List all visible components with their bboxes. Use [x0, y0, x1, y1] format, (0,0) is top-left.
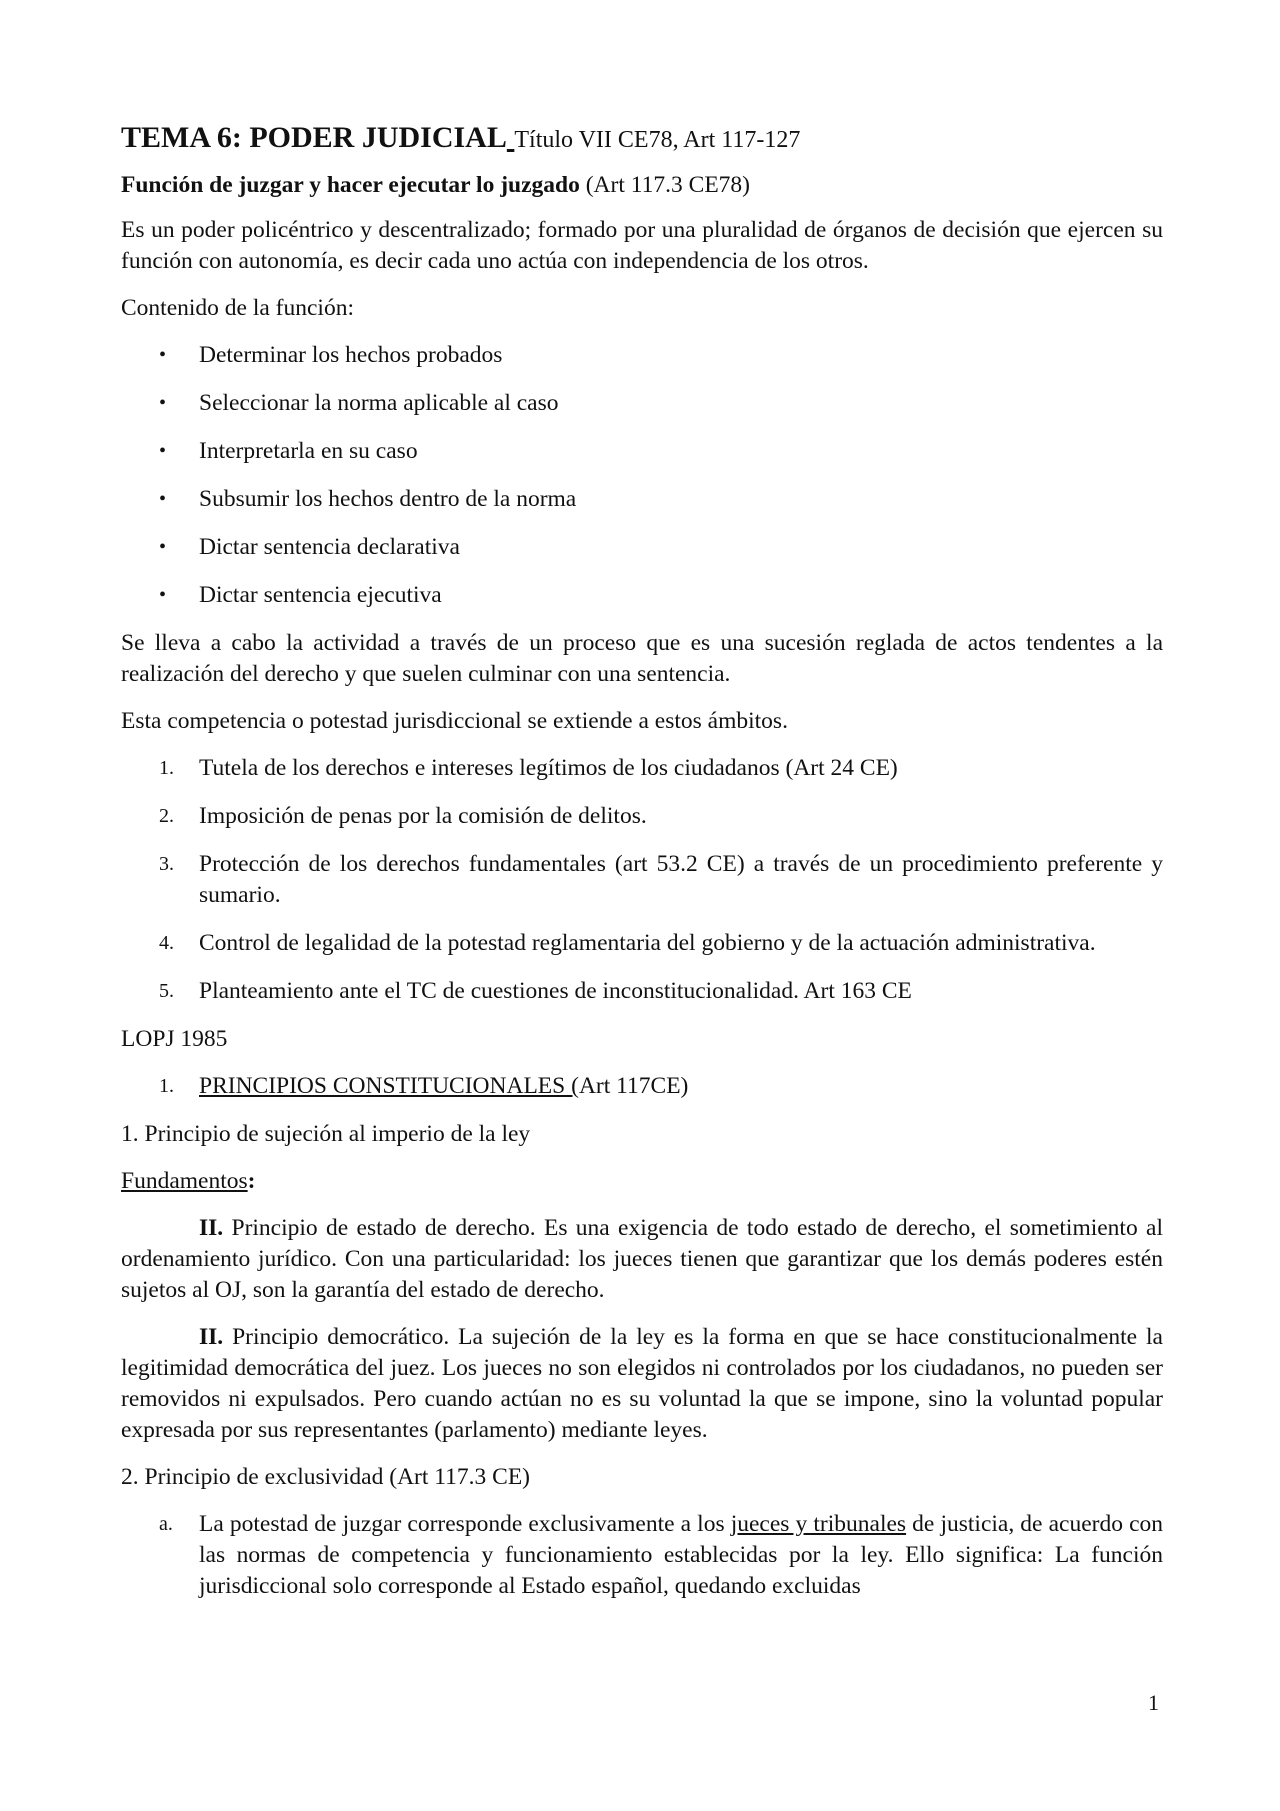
list-item-text: Interpretarla en su caso — [199, 438, 418, 464]
list-item-text: Control de legalidad de la potestad reglamentaria del gobierno y de la actuación administrativa. — [199, 930, 1096, 956]
title-main: TEMA 6: PODER JUDICIAL — [121, 121, 507, 154]
exclusividad-heading: 2. Principio de exclusividad (Art 117.3 CE) — [121, 1464, 531, 1490]
subheading-reference: (Art 117.3 CE78) — [579, 172, 750, 198]
page-number: 1 — [1148, 1690, 1159, 1715]
list-item-text: Seleccionar la norma aplicable al caso — [199, 390, 559, 416]
list-number: 3. — [159, 853, 174, 875]
intro-paragraph: Es un poder policéntrico y descentralizado; formado por una pluralidad de órganos de decisión que ejercen su función con autonomía, es decir cada uno actúa con independencia de los otros. — [121, 217, 1163, 274]
principios-list — [121, 1071, 1163, 1102]
bullet-icon: • — [159, 584, 167, 606]
list-item-text-before: La potestad de juzgar corresponde exclusivamente a los — [199, 1511, 731, 1537]
ambitos-label: Esta competencia o potestad jurisdiccional se extiende a estos ámbitos. — [121, 708, 788, 734]
fundamento-estado-derecho — [121, 1213, 1163, 1306]
contenido-bullet-list — [121, 340, 1163, 611]
fundamento-democratico — [121, 1322, 1163, 1446]
list-item — [121, 1509, 1163, 1602]
list-item-text: Subsumir los hechos dentro de la norma — [199, 486, 577, 512]
document-page — [121, 120, 1163, 1619]
list-letter: a. — [159, 1513, 173, 1535]
bullet-icon: • — [159, 536, 167, 558]
fundamentos-colon: : — [247, 1168, 256, 1194]
list-item-text: Determinar los hechos probados — [199, 342, 503, 368]
exclusividad-list — [121, 1509, 1163, 1602]
bullet-icon: • — [159, 392, 167, 414]
principios-heading: PRINCIPIOS CONSTITUCIONALES ( — [199, 1073, 579, 1099]
proceso-paragraph: Se lleva a cabo la actividad a través de un proceso que es una sucesión reglada de actos tendentes a la realización del derecho y que suelen culminar con una sentencia. — [121, 630, 1163, 687]
list-item — [121, 753, 1163, 784]
list-item-text: Planteamiento ante el TC de cuestiones de inconstitucionalidad. Art 163 CE — [199, 978, 912, 1004]
list-item — [121, 388, 1163, 419]
lopj-label: LOPJ 1985 — [121, 1026, 228, 1052]
list-item — [121, 976, 1163, 1007]
list-item — [121, 532, 1163, 563]
list-item-text-after: de justicia, de acuerdo con las normas de competencia y funcionamiento establecidas por la ley. Ello significa: La función jurisdiccional solo corresponde al Estado español, quedando excluidas — [199, 1511, 1163, 1599]
principios-reference: Art 117CE) — [578, 1073, 689, 1099]
ambitos-numbered-list — [121, 753, 1163, 1007]
list-item — [121, 436, 1163, 467]
list-item — [121, 340, 1163, 371]
fundamento-text: Principio de estado de derecho. Es una exigencia de todo estado de derecho, el sometimiento al ordenamiento jurídico. Con una particularidad: los jueces tienen que garantizar que los demás poderes estén sujetos al OJ, son la garantía del estado de derecho. — [121, 1215, 1163, 1303]
bullet-icon: • — [159, 344, 167, 366]
list-item-text: Tutela de los derechos e intereses legítimos de los ciudadanos (Art 24 CE) — [199, 755, 898, 781]
list-item — [121, 928, 1163, 959]
list-number: 4. — [159, 932, 174, 954]
list-number: 1. — [159, 757, 174, 779]
subheading-bold: Función de juzgar y hacer ejecutar lo juzgado — [121, 172, 580, 198]
list-number: 1. — [159, 1075, 174, 1097]
jueces-tribunales-underlined: jueces y tribunales — [730, 1511, 907, 1537]
bullet-icon: • — [159, 440, 167, 462]
roman-numeral: II. — [199, 1324, 224, 1350]
title-subtitle: Título VII CE78, Art 117-127 — [514, 127, 801, 153]
list-item — [121, 801, 1163, 832]
bullet-icon: • — [159, 488, 167, 510]
section-subheading — [121, 170, 1163, 201]
list-item — [121, 849, 1163, 911]
document-title — [121, 120, 1163, 158]
contenido-label: Contenido de la función: — [121, 295, 354, 321]
list-item — [121, 484, 1163, 515]
list-item-text: Imposición de penas por la comisión de delitos. — [199, 803, 647, 829]
roman-numeral: II. — [199, 1215, 224, 1241]
list-item-text: Dictar sentencia declarativa — [199, 534, 460, 560]
list-number: 5. — [159, 980, 174, 1002]
list-item-text: Protección de los derechos fundamentales (art 53.2 CE) a través de un procedimiento preferente y sumario. — [199, 851, 1163, 908]
list-item-text: Dictar sentencia ejecutiva — [199, 582, 442, 608]
sujecion-heading: 1. Principio de sujeción al imperio de la ley — [121, 1121, 531, 1147]
list-item — [121, 580, 1163, 611]
fundamento-text: Principio democrático. La sujeción de la ley es la forma en que se hace constitucionalmente la legitimidad democrática del juez. Los jueces no son elegidos ni controlados por los ciudadanos, no pueden ser removidos ni expulsados. Pero cuando actúan no es su voluntad la que se impone, sino la voluntad popular expresada por sus representantes (parlamento) mediante leyes. — [121, 1324, 1163, 1443]
fundamentos-heading — [121, 1166, 1163, 1197]
list-item — [121, 1071, 1163, 1102]
list-number: 2. — [159, 805, 174, 827]
fundamentos-label: Fundamentos — [121, 1168, 248, 1194]
